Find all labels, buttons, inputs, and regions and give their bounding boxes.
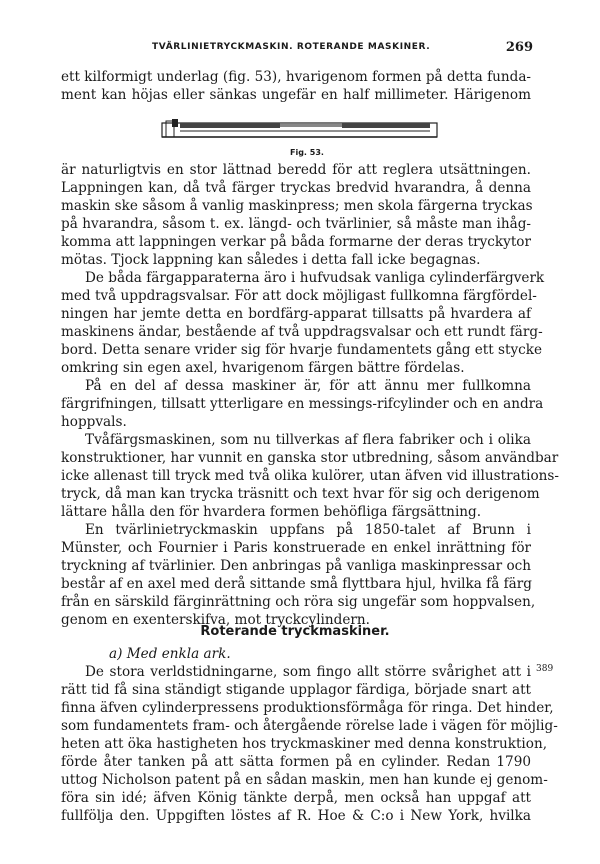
text-line: Münster, och Fournier i Paris konstruerade en enkel inrättning för <box>61 540 531 556</box>
text-line: maskinens ändar, bestående af två uppdragsvalsar och ett rundt färg- <box>61 324 543 340</box>
text-line: De stora verldstidningarne, som fingo allt större svårighet att i <box>85 664 531 680</box>
text-line: bord. Detta senare vrider sig för hvarje fundamentets gång ett stycke <box>61 342 543 358</box>
text-line: På en del af dessa maskiner är, för att ännu mer fullkomna <box>85 378 531 394</box>
text-line: lättare hålla den för hvardera formen behöfliga färgsättning. <box>61 504 482 520</box>
text-line: Lappningen kan, då två färger tryckas bredvid hvarandra, å denna <box>61 180 531 196</box>
text-line: fullfölja den. Uppgiften löstes af R. Hoe & C:o i New York, hvilka <box>61 808 531 824</box>
running-header <box>60 42 533 56</box>
text-line: ningen har jemte detta en bordfärg-apparat tillsatts på hvardera af <box>61 306 531 322</box>
text-line: ett kilformigt underlag (fig. 53), hvarigenom formen på detta funda- <box>61 69 532 85</box>
text-line: komma att lappningen verkar på båda formarne der deras tryckytor <box>61 234 531 250</box>
text-line: En tvärlinietryckmaskin uppfans på 1850-talet af Brunn i <box>85 522 531 538</box>
text-line: hoppvals. <box>61 414 127 430</box>
main-text-block <box>61 161 559 629</box>
text-line: genom en exenterskifva, mot tryckcylindern. <box>61 612 370 628</box>
text-line: tryck, då man kan trycka träsnitt och text hvar för sig och derigenom <box>61 486 540 502</box>
text-line: som fundamentets fram- och återgående rörelse lade i vägen för möjlig- <box>61 718 558 734</box>
figure-caption: Fig. 53. <box>290 148 324 157</box>
page-number: 269 <box>505 40 533 55</box>
text-line: Tvåfärgsmaskinen, som nu tillverkas af flera fabriker och i olika <box>85 432 531 448</box>
text-line: föra sin idé; äfven König tänkte derpå, men också han uppgaf att <box>61 790 531 806</box>
text-line: är naturligtvis en stor lättnad beredd för att reglera utsättningen. <box>61 162 531 178</box>
margin-note: 389 <box>536 664 554 674</box>
text-line: ment kan höjas eller sänkas ungefär en half millimeter. Härigenom <box>61 87 531 103</box>
text-line: maskin ske såsom å vanlig maskinpress; men skola färgerna tryckas <box>61 198 533 214</box>
running-title: TVÄRLINIETRYCKMASKIN. ROTERANDE MASKINER. <box>152 42 431 52</box>
text-line: uttog Nicholson patent på en sådan maskin, men han kunde ej genom- <box>61 772 548 788</box>
text-line: med två uppdragsvalsar. För att dock möjligast fullkomna färgfördel- <box>61 288 537 304</box>
text-line: består af en axel med derå sittande små flyttbara hjul, hvilka få färg <box>61 576 532 592</box>
text-line: De båda färgapparaterna äro i hufvudsak vanliga cylinderfärgverk <box>85 270 545 286</box>
text-line: förde åter tanken på att sätta formen på en cylinder. Redan 1790 <box>61 754 531 770</box>
text-line: färgrifningen, tillsatt ytterligare en messings-rifcylinder och en andra <box>61 396 544 412</box>
subsection-heading: a) Med enkla ark. <box>109 646 231 662</box>
text-line: heten att öka hastigheten hos tryckmaskiner med denna konstruktion, <box>61 736 548 752</box>
text-line: finna äfven cylinderpressens produktionsförmåga för ringa. Det hinder, <box>61 700 554 716</box>
text-line: tryckning af tvärlinier. Den anbringas på vanliga maskinpressar och <box>61 558 531 574</box>
text-line: rätt tid få sina ständigt stigande upplagor färdiga, började snart att <box>61 682 531 698</box>
text-line: konstruktioner, har vunnit en ganska stor utbredning, såsom användbar <box>61 450 559 466</box>
text-line: icke allenast till tryck med två olika kulörer, utan äfven vid illustrations- <box>61 468 559 484</box>
intro-paragraph <box>61 68 531 104</box>
text-line: från en särskild färginrättning och röra sig ungefär som hoppvalsen, <box>61 594 536 610</box>
figure-53-illustration <box>160 111 440 149</box>
text-line: på hvarandra, såsom t. ex. längd- och tvärlinier, så måste man ihåg- <box>61 216 531 232</box>
section-heading: Roterande tryckmaskiner. <box>200 624 390 639</box>
text-line: mötas. Tjock lappning kan således i detta fall icke begagnas. <box>61 252 481 268</box>
text-line: omkring sin egen axel, hvarigenom färgen bättre fördelas. <box>61 360 465 376</box>
